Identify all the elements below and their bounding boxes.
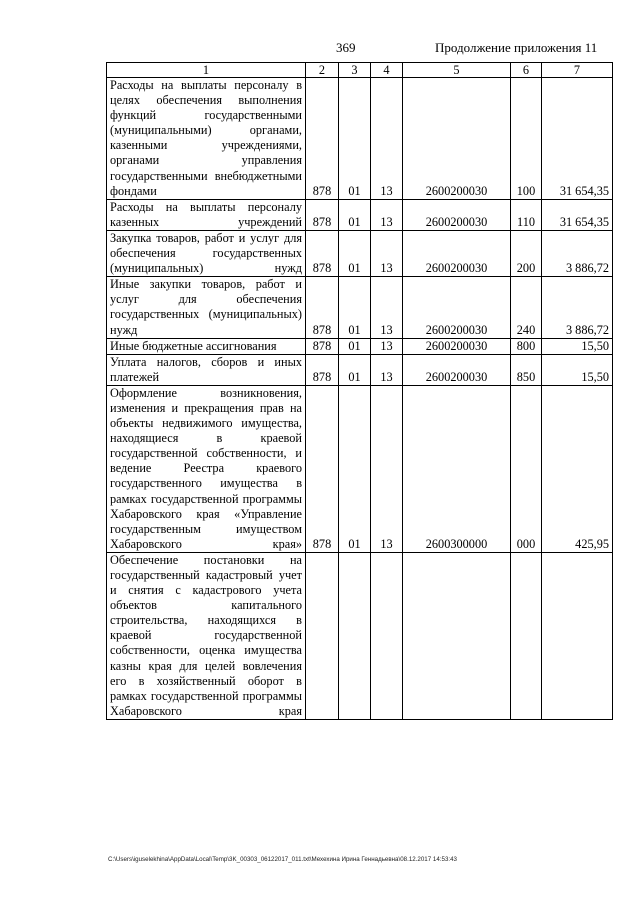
row-col5: 2600200030: [403, 78, 511, 200]
row-col6: 850: [511, 354, 542, 385]
row-col6: 000: [511, 385, 542, 552]
row-description: Оформление возникновения, изменения и прекращения прав на объекты недвижимого имущества, находящиеся в краевой государственной собственности, и ведение Реестра краевого государственного имущества в рамках государственной программы Хабаровского края «Управление государственным имуществом Хабаровского края»: [107, 385, 306, 552]
row-col3: 01: [339, 338, 371, 354]
row-amount: [542, 552, 613, 719]
page-number: 369: [336, 40, 356, 55]
column-header: 3: [339, 63, 371, 78]
row-col2: 878: [306, 78, 339, 200]
row-col5: 2600200030: [403, 354, 511, 385]
column-header: 1: [107, 63, 306, 78]
row-col5: 2600300000: [403, 385, 511, 552]
table-row: [107, 78, 613, 200]
row-col6: 100: [511, 78, 542, 200]
row-amount: 31 654,35: [542, 199, 613, 230]
table-row: [107, 552, 613, 719]
table-row: [107, 230, 613, 276]
row-col6: 240: [511, 277, 542, 338]
row-col6: 110: [511, 199, 542, 230]
row-col3: 01: [339, 78, 371, 200]
row-col2: 878: [306, 385, 339, 552]
row-col4: 13: [371, 230, 403, 276]
continuation-label: Продолжение приложения 11: [435, 40, 598, 55]
row-description: Обеспечение постановки на государственный кадастровый учет и снятия с кадастрового учета объектов капитального строительства, находящихся в краевой государственной собственности, оценка имущества казны края для целей вовлечения его в хозяйственный оборот в рамках государственной программы Хабаровского края: [107, 552, 306, 719]
budget-table: [106, 62, 613, 720]
row-col4: 13: [371, 78, 403, 200]
row-col3: [339, 552, 371, 719]
row-description: Иные бюджетные ассигнования: [107, 338, 306, 354]
row-amount: 3 886,72: [542, 230, 613, 276]
row-col4: 13: [371, 385, 403, 552]
row-col5: 2600200030: [403, 338, 511, 354]
row-amount: 3 886,72: [542, 277, 613, 338]
column-header: 6: [511, 63, 542, 78]
row-col4: 13: [371, 354, 403, 385]
column-header: 5: [403, 63, 511, 78]
row-amount: 31 654,35: [542, 78, 613, 200]
table-row: [107, 338, 613, 354]
table-row: [107, 354, 613, 385]
row-col5: 2600200030: [403, 199, 511, 230]
table-row: [107, 277, 613, 338]
row-col2: 878: [306, 338, 339, 354]
table-row: [107, 385, 613, 552]
row-col2: 878: [306, 354, 339, 385]
row-col5: 2600200030: [403, 230, 511, 276]
row-description: Расходы на выплаты персоналу в целях обеспечения выполнения функций государственными (муниципальными) органами, казенными учреждениями, органами управления государственными внебюджетными фондами: [107, 78, 306, 200]
row-col6: [511, 552, 542, 719]
row-col2: [306, 552, 339, 719]
row-col4: 13: [371, 338, 403, 354]
row-col3: 01: [339, 277, 371, 338]
row-col3: 01: [339, 385, 371, 552]
row-col4: [371, 552, 403, 719]
row-col4: 13: [371, 199, 403, 230]
column-header: 7: [542, 63, 613, 78]
row-description: Закупка товаров, работ и услуг для обеспечения государственных (муниципальных) нужд: [107, 230, 306, 276]
column-header: 4: [371, 63, 403, 78]
row-description: Уплата налогов, сборов и иных платежей: [107, 354, 306, 385]
row-amount: 425,95: [542, 385, 613, 552]
row-description: Расходы на выплаты персоналу казенных учреждений: [107, 199, 306, 230]
row-col2: 878: [306, 230, 339, 276]
column-header: 2: [306, 63, 339, 78]
table-header-row: [107, 63, 613, 78]
row-col2: 878: [306, 199, 339, 230]
table-row: [107, 199, 613, 230]
row-col5: 2600200030: [403, 277, 511, 338]
document-footer-path: C:\Users\iguselekhina\AppData\Local\Temp\3K_00303_06122017_011.txt\Мехехина Ирина Геннадьевна\08.12.2017 14:53:43: [108, 856, 457, 863]
row-col3: 01: [339, 199, 371, 230]
row-col6: 200: [511, 230, 542, 276]
row-col6: 800: [511, 338, 542, 354]
row-description: Иные закупки товаров, работ и услуг для обеспечения государственных (муниципальных) нужд: [107, 277, 306, 338]
row-col3: 01: [339, 354, 371, 385]
row-col2: 878: [306, 277, 339, 338]
row-col4: 13: [371, 277, 403, 338]
row-amount: 15,50: [542, 354, 613, 385]
row-amount: 15,50: [542, 338, 613, 354]
row-col5: [403, 552, 511, 719]
row-col3: 01: [339, 230, 371, 276]
